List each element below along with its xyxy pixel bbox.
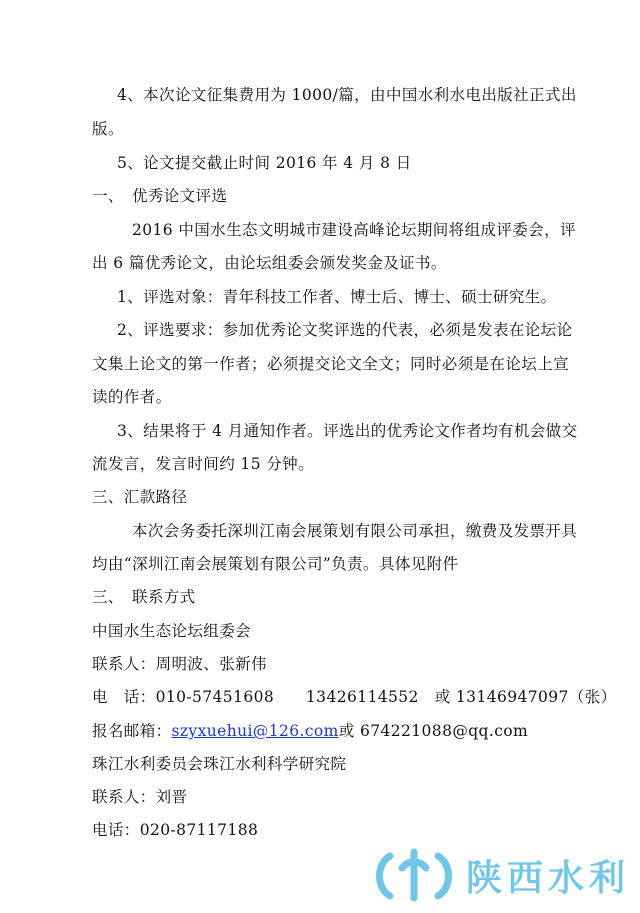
section1-item-3-line-1: 3、结果将于 4 月通知作者。评选出的优秀论文作者均有机会做交 bbox=[117, 422, 578, 440]
email-line bbox=[92, 721, 528, 741]
organizer-1: 中国水生态论坛组委会 bbox=[92, 622, 252, 640]
fee-line-2: 版。 bbox=[92, 120, 124, 138]
watermark-logo-icon bbox=[368, 846, 460, 904]
contact-person-1: 联系人：周明波、张新伟 bbox=[92, 655, 267, 673]
section1-item-2-line-1: 2、评选要求：参加优秀论文奖评选的代表，必须是发表在论坛论 bbox=[117, 321, 573, 339]
section1-item-2-line-3: 读的作者。 bbox=[92, 388, 172, 406]
section1-intro-2: 出 6 篇优秀论文，由论坛组委会颁发奖金及证书。 bbox=[92, 254, 447, 272]
section1-item-3-line-2: 流发言，发言时间约 15 分钟。 bbox=[92, 455, 314, 473]
fee-line-1: 4、本次论文征集费用为 1000/篇，由中国水利水电出版社正式出 bbox=[117, 86, 577, 104]
watermark bbox=[368, 846, 630, 904]
section2-text-1: 本次会务委托深圳江南会展策划有限公司承担，缴费及发票开具 bbox=[132, 522, 578, 540]
section3-heading: 三、 联系方式 bbox=[92, 588, 196, 606]
email-link[interactable]: szyxuehui@126.com bbox=[171, 722, 339, 740]
deadline-line: 5、论文提交截止时间 2016 年 4 月 8 日 bbox=[117, 154, 412, 172]
contact-person-2: 联系人：刘晋 bbox=[92, 788, 188, 806]
section1-item-2-line-2: 文集上论文的第一作者；必须提交论文全文；同时必须是在论坛上宣 bbox=[92, 355, 570, 373]
email-label: 报名邮箱： bbox=[92, 722, 172, 740]
phone-line-1: 电 话：010-57451608 13426114552 或 13146947097（张） bbox=[92, 688, 617, 706]
section2-text-2: 均由“深圳江南会展策划有限公司”负责。具体见附件 bbox=[92, 555, 459, 573]
organizer-2: 珠江水利委员会珠江水利科学研究院 bbox=[92, 755, 347, 773]
email-alt: 或 674221088@qq.com bbox=[338, 722, 529, 740]
phone-line-2: 电话：020-87117188 bbox=[92, 821, 259, 839]
watermark-text: 陕西水利 bbox=[466, 858, 631, 899]
section2-heading: 三、汇款路径 bbox=[92, 488, 188, 506]
section1-item-1: 1、评选对象：青年科技工作者、博士后、博士、硕士研究生。 bbox=[117, 288, 557, 306]
section1-intro-1: 2016 中国水生态文明城市建设高峰论坛期间将组成评委会，评 bbox=[132, 221, 576, 239]
section1-heading: 一、 优秀论文评选 bbox=[92, 187, 228, 205]
